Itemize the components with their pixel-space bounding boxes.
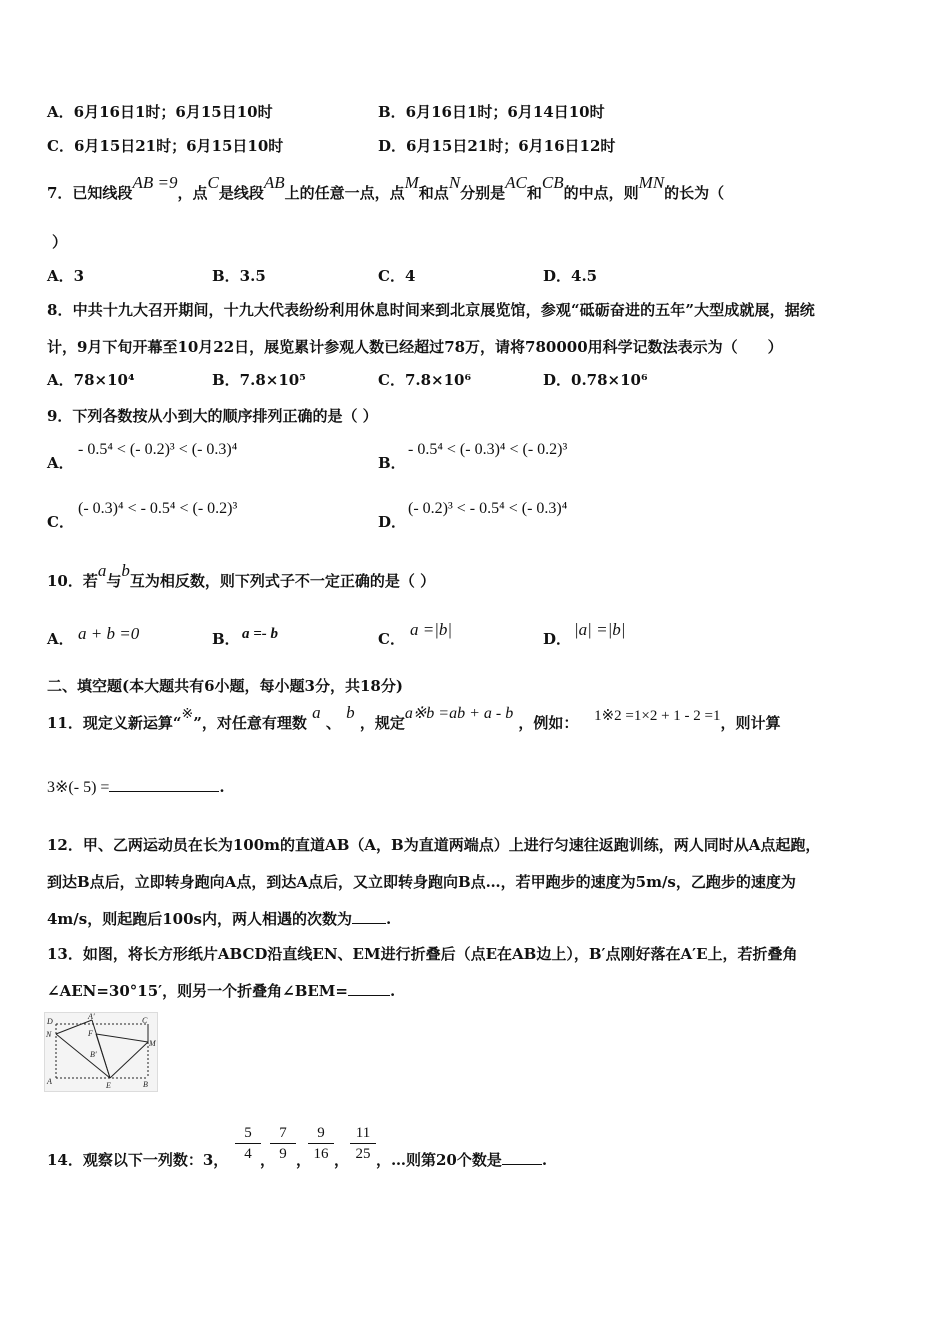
label-n: N bbox=[46, 1030, 52, 1039]
q7-math: C bbox=[207, 173, 219, 192]
label-m: M bbox=[149, 1039, 156, 1048]
q7-text: 的中点，则 bbox=[563, 184, 639, 202]
fraction-numerator: 7 bbox=[270, 1125, 296, 1144]
q7-math: AB bbox=[263, 173, 285, 192]
q11-text: 、 bbox=[325, 714, 341, 732]
label-c: C bbox=[142, 1016, 148, 1025]
q10-label-b: B． bbox=[212, 630, 240, 648]
q13-line-2 bbox=[47, 981, 395, 1001]
label-d: D bbox=[47, 1017, 53, 1026]
q11-text: ，例如： bbox=[518, 714, 579, 732]
q7-option-d: D．4.5 bbox=[543, 267, 598, 285]
q8-option-b: B．7.8×10⁵ bbox=[212, 371, 306, 389]
q11-expression: 3※(- 5) = bbox=[47, 779, 110, 796]
q13-line-1: 13．如图，将长方形纸片ABCD沿直线EN、EM进行折叠后（点E在AB边上），B′点刚好落在A′E上，若折叠角 bbox=[47, 945, 798, 963]
q11-text: 11．现定义新运算“ bbox=[47, 714, 182, 732]
q14-lead-text: 14．观察以下一列数：3， bbox=[47, 1151, 229, 1169]
q8-line-1: 8．中共十九大召开期间，十九大代表纷纷利用休息时间来到北京展览馆，参观“砥砺奋进的五年”大型成就展，据统 bbox=[47, 301, 815, 319]
q10-expr-c: a =|b| bbox=[410, 620, 453, 639]
q7-option-b: B．3.5 bbox=[212, 267, 266, 285]
q7-math: AB =9 bbox=[132, 173, 178, 192]
fraction-denominator: 16 bbox=[313, 1146, 329, 1162]
q7-option-c: C．4 bbox=[378, 267, 416, 285]
label-e: E bbox=[106, 1081, 111, 1090]
q10-text: 与 bbox=[106, 572, 122, 590]
q10-expr-b: a =- b bbox=[242, 626, 279, 642]
q6-option-b: B．6月16日1时；6月14日10时 bbox=[378, 103, 605, 121]
q6-option-a: A．6月16日1时；6月15日10时 bbox=[47, 103, 273, 121]
q13-text: ∠AEN=30°15′，则另一个折叠角∠BEM= bbox=[47, 982, 348, 1000]
q6-option-d: D．6月15日21时；6月16日12时 bbox=[378, 137, 616, 155]
q11-stem bbox=[47, 703, 781, 735]
q14-fraction bbox=[350, 1125, 376, 1163]
q10-text: 10．若 bbox=[47, 572, 98, 590]
q11-math: a bbox=[312, 703, 321, 722]
q11-example: 1※2 =1×2 + 1 - 2 =1 bbox=[594, 708, 721, 724]
q9-label-c: C． bbox=[47, 513, 74, 531]
q7-text: 和点 bbox=[418, 184, 449, 202]
q7-text: 的长为（ bbox=[664, 184, 725, 202]
q14-separator: ， bbox=[260, 1151, 276, 1169]
q8-option-a: A．78×10⁴ bbox=[47, 371, 135, 389]
q12-line-1: 12．甲、乙两运动员在长为100m的直道AB（A，B为直道两端点）上进行匀速往返跑训练，两人同时从A点起跑， bbox=[47, 836, 821, 854]
q9-label-a: A． bbox=[47, 454, 74, 472]
q12-line-2: 到达B点后，立即转身跑向A点，到达A点后，又立即转身跑向B点…，若甲跑步的速度为5m/s，乙跑步的速度为 bbox=[47, 873, 796, 891]
q14-separator: ， bbox=[296, 1151, 312, 1169]
q7-text: 7．已知线段 bbox=[47, 184, 133, 202]
q8-option-d: D．0.78×10⁶ bbox=[543, 371, 648, 389]
q7-math: M bbox=[404, 173, 419, 192]
fraction-denominator: 25 bbox=[355, 1146, 371, 1162]
q7-text: 上的任意一点，点 bbox=[284, 184, 405, 202]
q11-answer-line bbox=[47, 777, 225, 797]
q14-separator: ， bbox=[334, 1151, 350, 1169]
q10-math: b bbox=[121, 561, 130, 580]
label-f: F bbox=[88, 1029, 93, 1038]
q7-math: AC bbox=[505, 173, 527, 192]
q7-close-paren: ） bbox=[52, 233, 68, 251]
q14-fraction bbox=[308, 1125, 334, 1163]
q11-math: b bbox=[346, 703, 355, 722]
q9-label-b: B． bbox=[378, 454, 406, 472]
q14-answer-blank[interactable] bbox=[502, 1164, 542, 1165]
q10-label-a: A． bbox=[47, 630, 74, 648]
q10-math: a bbox=[97, 561, 107, 580]
label-b: B bbox=[143, 1080, 148, 1089]
q12-answer-blank[interactable] bbox=[352, 923, 386, 924]
q6-option-c: C．6月15日21时；6月15日10时 bbox=[47, 137, 284, 155]
q7-option-a: A．3 bbox=[47, 267, 85, 285]
q7-math: N bbox=[448, 173, 461, 192]
section-2-heading: 二、填空题(本大题共有6小题，每小题3分，共18分) bbox=[47, 677, 403, 695]
q12-period: . bbox=[386, 910, 392, 928]
q11-text: ，规定 bbox=[359, 714, 405, 732]
q7-math: MN bbox=[638, 173, 665, 192]
q12-line-3 bbox=[47, 909, 391, 929]
q9-label-d: D． bbox=[378, 513, 407, 531]
fraction-numerator: 9 bbox=[308, 1125, 334, 1144]
q14-period: . bbox=[541, 1151, 548, 1169]
fraction-denominator: 9 bbox=[279, 1146, 287, 1162]
fraction-denominator: 4 bbox=[244, 1146, 252, 1162]
q10-label-d: D． bbox=[543, 630, 572, 648]
q8-line-2: 计，9月下旬开幕至10月22日，展览累计参观人数已经超过78万，请将780000用科学记数法表示为（ ） bbox=[47, 338, 783, 356]
q10-stem bbox=[47, 561, 436, 591]
q14-fraction bbox=[270, 1125, 296, 1163]
q11-definition: a※b =ab + a - b bbox=[404, 705, 514, 722]
q11-text: ，则计算 bbox=[720, 714, 781, 732]
q7-math: CB bbox=[541, 173, 564, 192]
label-b-prime: B′ bbox=[90, 1050, 97, 1059]
q9-expr-c: (- 0.3)⁴ < - 0.5⁴ < (- 0.2)³ bbox=[78, 500, 238, 517]
q9-expr-b: - 0.5⁴ < (- 0.3)⁴ < (- 0.2)³ bbox=[408, 441, 568, 458]
q14-tail bbox=[376, 1150, 547, 1170]
q13-answer-blank[interactable] bbox=[348, 995, 390, 996]
q10-label-c: C． bbox=[378, 630, 405, 648]
q9-expr-d: (- 0.2)³ < - 0.5⁴ < (- 0.3)⁴ bbox=[408, 500, 568, 517]
q7-stem bbox=[47, 173, 725, 203]
q14-fraction bbox=[235, 1125, 261, 1163]
q10-expr-d: |a| =|b| bbox=[574, 620, 626, 639]
q9-stem: 9．下列各数按从小到大的顺序排列正确的是（ ） bbox=[47, 407, 378, 425]
q13-period: . bbox=[389, 982, 396, 1000]
q11-period: . bbox=[219, 778, 225, 796]
fraction-numerator: 11 bbox=[350, 1125, 376, 1144]
label-a-prime: A′ bbox=[88, 1012, 95, 1021]
q7-text: 和 bbox=[526, 184, 542, 202]
q13-fold-figure bbox=[44, 1012, 158, 1092]
q7-text: 分别是 bbox=[460, 184, 506, 202]
q7-text: 是线段 bbox=[218, 184, 264, 202]
q11-symbol: ※ bbox=[181, 707, 194, 722]
q11-text: ”，对任意有理数 bbox=[193, 714, 307, 732]
q10-expr-a: a + b =0 bbox=[78, 624, 140, 643]
q11-answer-blank[interactable] bbox=[109, 791, 219, 792]
label-a: A bbox=[47, 1077, 52, 1086]
q14-text: ，…则第20个数是 bbox=[376, 1151, 502, 1169]
fraction-numerator: 5 bbox=[235, 1125, 261, 1144]
q9-expr-a: - 0.5⁴ < (- 0.2)³ < (- 0.3)⁴ bbox=[78, 441, 238, 458]
q8-option-c: C．7.8×10⁶ bbox=[378, 371, 472, 389]
q10-text: 互为相反数，则下列式子不一定正确的是（ ） bbox=[129, 572, 436, 590]
q12-text: 4m/s，则起跑后100s内，两人相遇的次数为 bbox=[47, 910, 352, 928]
q7-text: ，点 bbox=[177, 184, 208, 202]
